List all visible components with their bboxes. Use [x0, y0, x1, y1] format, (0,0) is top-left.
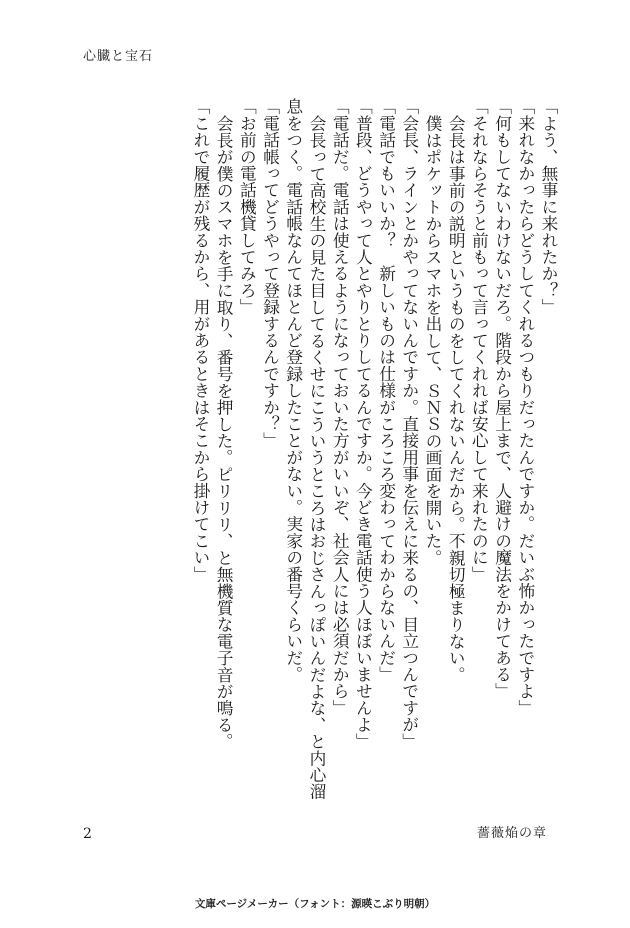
- paragraph: 会長は事前の説明というものをしてくれないんだから。不親切極まりない。: [446, 114, 467, 683]
- paragraph: 「電話でもいいか？ 新しいものは仕様がころころ変わってわからないんだ」: [376, 98, 397, 683]
- paragraph: 会長が僕のスマホを手に取り、番号を押した。ピリリリ、と無機質な電子音が鳴る。: [214, 114, 235, 750]
- paragraph: 「普段、どうやって人とやりとりしてるんですか。今どき電話使う人ほぼいませんよ」: [353, 98, 374, 750]
- paragraph: 僕はポケットからスマホを出して、ＳＮＳの画面を開いた。: [422, 114, 443, 566]
- page-number: 2: [83, 826, 92, 842]
- paragraph: 「お前の電話機貸してみろ」: [237, 98, 258, 316]
- paragraph: 「それならそうと前もって言ってくれれば安心して来れたのに」: [469, 98, 490, 583]
- paragraph: 「これで履歴が残るから、用があるときはそこから掛けてこい」: [190, 98, 211, 583]
- paragraph: 「何もしてないわけないだろ。階段から屋上まで、人避けの魔法をかけてある」: [492, 98, 513, 700]
- chapter-title: 薔薇焔の章: [476, 826, 547, 841]
- book-title: 心臓と宝石: [83, 49, 154, 64]
- vertical-body-text: [60, 98, 560, 810]
- footer-credit: 文庫ページメーカー（フォント：源暎こぶり明朝）: [194, 898, 436, 910]
- paragraph: 会長って高校生の見た目してるくせにこういうところはおじさんっぽいんだよな、と内心溜息をつく。電話帳なんてほとんど登録したことがない。実家の番号くらいだ。: [283, 98, 327, 800]
- paragraph: 「来れなかったらどうしてくれるつもりだったんですか。だいぶ怖かったですよ」: [515, 98, 536, 716]
- paragraph: 「会長、ラインとかやってないんですか。直接用事を伝えに来るの、目立つんですが」: [399, 98, 420, 750]
- paragraph: 「よう、無事に来れたか？」: [539, 98, 559, 316]
- paragraph: 「電話だ。電話は使えるようになっておいた方がいいぞ、社会人には必須だから」: [330, 98, 351, 716]
- paragraph: 「電話帳ってどうやって登録するんですか？」: [260, 98, 281, 449]
